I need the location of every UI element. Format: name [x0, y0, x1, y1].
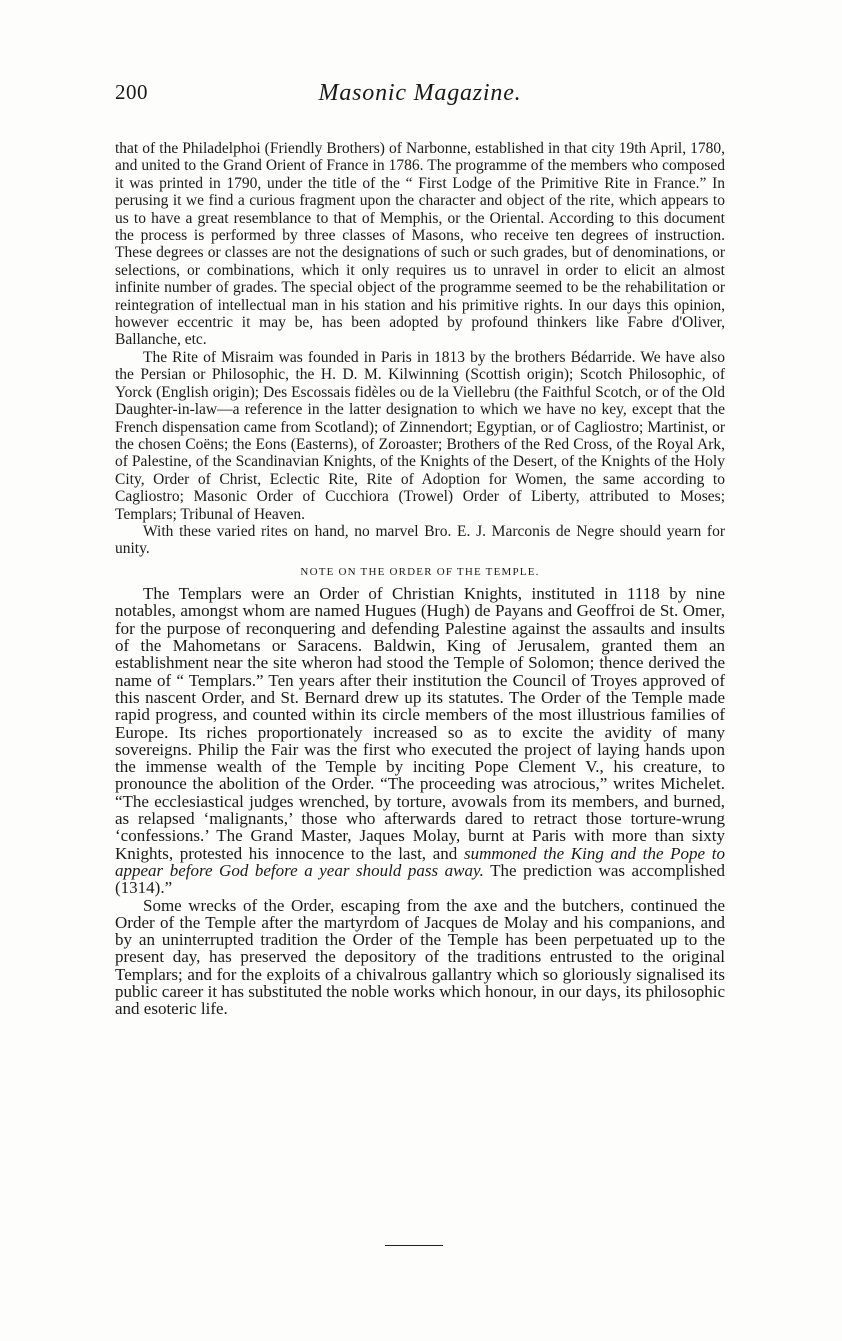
paragraph-continued: that of the Philadelphoi (Friendly Brothers) of Narbonne, established in that city 19th April, 1780, and united to the Grand Orient of France in 1786. The programme of the members who composed it was printed in 1790, under the title of the “ First Lodge of the Primitive Rite in France.” In perusing it we find a curious fragment upon the character and object of the rite, which appears to us to have a great resemblance to that of Memphis, or the Oriental. According to this document the process is performed by three classes of Masons, who receive ten degrees of instruction. These degrees or classes are not the designations of such or such grades, but of denominations, or selections, or combinations, which it only requires us to unravel in order to elicit an almost infinite number of grades. The special object of the programme seemed to be the rehabilitation or reintegration of intellectual man in his station and his primitive rights. In our days this opinion, however eccentric it may be, has been adopted by profound thinkers like Fabre d'Oliver, Ballanche, etc.: [115, 140, 725, 349]
templars-text: The Templars were an Order of Christian Knights, instituted in 1118 by nine notables, amongst whom are named Hugues (Hugh) de Payans and Geoffroi de St. Omer, for the purpose of reconquering and defending Palestine against the assaults and insults of the Mahometans or Saracens. Baldwin, King of Jerusalem, granted them an establishment near the site wheron had stood the Temple of Solomon; thence derived the name of “ Templars.” Ten years after their institution the Council of Troyes approved of this nascent Order, and St. Bernard drew up its statutes. The Order of the Temple made rapid progress, and counted within its circle members of the most illustrious families of Europe. Its riches proportionately increased so as to excite the avidity of many sovereigns. Philip the Fair was the first who executed the project of laying hands upon the immense wealth of the Temple by inciting Pope Clement V., his creature, to pronounce the abolition of the Order. “The proceeding was atrocious,” writes Michelet. “The ecclesiastical judges wrenched, by torture, avowals from its members, and burned, as relapsed ‘malignants,’ those who afterwards dared to retract those torture-wrung ‘confessions.’ The Grand Master, Jaques Molay, burnt at Paris with more than sixty Knights, protested his innocence to the last, and: [115, 584, 725, 863]
running-head: Masonic Magazine.: [318, 80, 522, 106]
paragraph-varied-rites: With these varied rites on hand, no marvel Bro. E. J. Marconis de Negre should yearn for unity.: [115, 522, 725, 558]
section-heading: NOTE ON THE ORDER OF THE TEMPLE.: [300, 565, 540, 578]
end-rule: [385, 1245, 443, 1246]
page-header: [115, 80, 725, 116]
section-body: [115, 585, 725, 1017]
templars-text-end: The prediction was accomplished (1314).”: [115, 860, 726, 898]
paragraph-rite-of-misraim: The Rite of Misraim was founded in Paris in 1813 by the brothers Bédarride. We have also the Persian or Philosophic, the H. D. M. Kilwinning (Scottish origin); Scotch Philosophic, of Yorck (English origin); Des Escossais fidèles ou de la Viellebru (the Faithful Scotch, or of the Old Daughter-in-law—a reference in the latter designation to which we have no key, except that the French dispensation came from Scotland); of Zinnendort; Egyptian, or of Cagliostro; Martinist, or the chosen Coëns; the Eons (Easterns), of Zoroaster; Brothers of the Red Cross, of the Royal Ark, of Palestine, of the Scandinavian Knights, of the Knights of the Desert, of the Knights of the Holy City, Order of Christ, Eclectic Rite, Rite of Adoption for Women, the same according to Cagliostro; Masonic Order of Cucchiora (Trowel) Order of Liberty, attributed to Moses; Templars; Tribunal of Heaven.: [115, 348, 725, 523]
paragraph-wrecks-of-order: Some wrecks of the Order, escaping from the axe and the butchers, continued the Order of the Temple after the martyrdom of Jacques de Molay and his companions, and by an uninterrupted tradition the Order of the Temple has been perpetuated up to the present day, has preserved the depository of the traditions entrusted to the original Templars; and for the exploits of a chivalrous gallantry which so gloriously signalised its public career it has substituted the noble works which honour, in our days, its philosophic and esoteric life.: [115, 895, 725, 1019]
page-number: 200: [115, 80, 148, 104]
article-body: [115, 140, 725, 1018]
italic-quote: summoned the King and the Pope to appear before God before a year should pass away.: [115, 843, 726, 880]
paragraph-templars: [115, 585, 725, 896]
